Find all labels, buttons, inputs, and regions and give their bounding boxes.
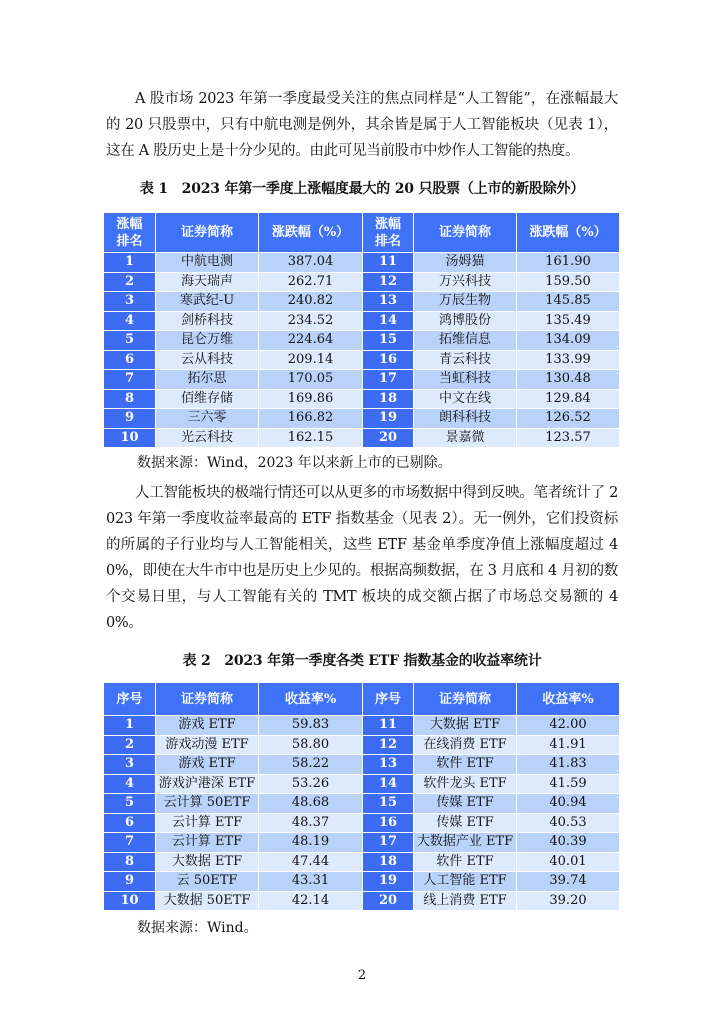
value-cell: 240.82: [259, 292, 363, 312]
value-cell: 48.68: [259, 794, 363, 814]
rank-cell: 9: [104, 409, 156, 429]
name-cell: 游戏沪港深 ETF: [156, 774, 259, 794]
rank-cell: 6: [104, 350, 156, 370]
table1-caption: 表 1 2023 年第一季度上涨幅度最大的 20 只股票（上市的新股除外）: [139, 181, 585, 197]
name-cell: 海天瑞声: [156, 272, 259, 292]
value-cell: 130.48: [517, 370, 620, 390]
rank-cell: 1: [104, 716, 156, 736]
rank-cell: 16: [363, 813, 414, 833]
name-cell: 中文在线: [414, 389, 517, 409]
name-cell: 鸿博股份: [414, 311, 517, 331]
table-row: [104, 311, 620, 331]
paragraph-1: A 股市场 2023 年第一季度最受关注的焦点同样是“人工智能”，在涨幅最大的 20 只股票中，只有中航电测是例外，其余皆是属于人工智能板块（见表 1），这在 A 股历史上是十分少见的。由此可见当前股市中炒作人工智能的热度。: [106, 91, 618, 159]
value-cell: 48.19: [259, 833, 363, 853]
rank-cell: 11: [363, 253, 414, 273]
name-cell: 传媒 ETF: [414, 813, 517, 833]
name-cell: 寒武纪-U: [156, 292, 259, 312]
name-cell: 朗科科技: [414, 409, 517, 429]
value-cell: 262.71: [259, 272, 363, 292]
name-cell: 大数据 50ETF: [156, 891, 259, 911]
table1-header: [104, 213, 620, 253]
column-header: 涨幅排名: [104, 213, 156, 253]
name-cell: 昆仑万维: [156, 331, 259, 351]
value-cell: 41.83: [517, 755, 620, 775]
rank-cell: 12: [363, 272, 414, 292]
rank-cell: 10: [104, 891, 156, 911]
name-cell: 万辰生物: [414, 292, 517, 312]
value-cell: 224.64: [259, 331, 363, 351]
table-row: [104, 794, 620, 814]
rank-cell: 5: [104, 331, 156, 351]
name-cell: 软件龙头 ETF: [414, 774, 517, 794]
value-cell: 40.01: [517, 852, 620, 872]
table-row: [104, 350, 620, 370]
column-header: 收益率%: [259, 683, 363, 716]
value-cell: 145.85: [517, 292, 620, 312]
rank-cell: 15: [363, 331, 414, 351]
rank-cell: 13: [363, 755, 414, 775]
rank-cell: 8: [104, 389, 156, 409]
column-header: 序号: [104, 683, 156, 716]
name-cell: 佰维存储: [156, 389, 259, 409]
value-cell: 42.14: [259, 891, 363, 911]
rank-cell: 2: [104, 735, 156, 755]
value-cell: 135.49: [517, 311, 620, 331]
column-header: 证券简称: [414, 213, 517, 253]
value-cell: 161.90: [517, 253, 620, 273]
value-cell: 129.84: [517, 389, 620, 409]
paragraph-2: 人工智能板块的极端行情还可以从更多的市场数据中得到反映。笔者统计了 2023 年第一季度收益率最高的 ETF 指数基金（见表 2）。无一例外，它们投资标的所属的子行业均与人工智能相关，这些 ETF 基金单季度净值上涨幅度超过 40%，即使在大牛市中也是历史上少见的。根据高频数据，在 3 月底和 4 月初的数个交易日里，与人工智能有关的 TMT 板块的成交额占据了市场总交易额的 40%。: [106, 485, 618, 631]
rank-cell: 15: [363, 794, 414, 814]
value-cell: 134.09: [517, 331, 620, 351]
name-cell: 万兴科技: [414, 272, 517, 292]
page-number: 2: [357, 968, 367, 983]
value-cell: 123.57: [517, 428, 620, 448]
value-cell: 40.39: [517, 833, 620, 853]
rank-cell: 4: [104, 311, 156, 331]
name-cell: 游戏 ETF: [156, 716, 259, 736]
table1: [103, 212, 620, 448]
table-row: [104, 331, 620, 351]
rank-cell: 19: [363, 409, 414, 429]
table-row: [104, 716, 620, 736]
rank-cell: 3: [104, 755, 156, 775]
value-cell: 48.37: [259, 813, 363, 833]
name-cell: 大数据 ETF: [156, 852, 259, 872]
table2-header: [104, 683, 620, 716]
name-cell: 在线消费 ETF: [414, 735, 517, 755]
table-row: [104, 370, 620, 390]
name-cell: 大数据产业 ETF: [414, 833, 517, 853]
name-cell: 云计算 ETF: [156, 813, 259, 833]
column-header: 序号: [363, 683, 414, 716]
rank-cell: 19: [363, 872, 414, 892]
rank-cell: 7: [104, 370, 156, 390]
table-row: [104, 872, 620, 892]
rank-cell: 14: [363, 774, 414, 794]
name-cell: 游戏 ETF: [156, 755, 259, 775]
rank-cell: 11: [363, 716, 414, 736]
value-cell: 43.31: [259, 872, 363, 892]
rank-cell: 20: [363, 891, 414, 911]
rank-cell: 17: [363, 370, 414, 390]
rank-cell: 5: [104, 794, 156, 814]
name-cell: 景嘉微: [414, 428, 517, 448]
table2-source: 数据来源：Wind。: [137, 920, 258, 936]
rank-cell: 12: [363, 735, 414, 755]
value-cell: 58.22: [259, 755, 363, 775]
name-cell: 剑桥科技: [156, 311, 259, 331]
rank-cell: 3: [104, 292, 156, 312]
name-cell: 三六零: [156, 409, 259, 429]
name-cell: 云计算 50ETF: [156, 794, 259, 814]
table-row: [104, 409, 620, 429]
column-header: 证券简称: [156, 683, 259, 716]
value-cell: 58.80: [259, 735, 363, 755]
column-header: 涨跌幅（%）: [517, 213, 620, 253]
name-cell: 青云科技: [414, 350, 517, 370]
table-row: [104, 833, 620, 853]
rank-cell: 13: [363, 292, 414, 312]
value-cell: 166.82: [259, 409, 363, 429]
rank-cell: 10: [104, 428, 156, 448]
name-cell: 当虹科技: [414, 370, 517, 390]
value-cell: 59.83: [259, 716, 363, 736]
name-cell: 拓维信息: [414, 331, 517, 351]
rank-cell: 1: [104, 253, 156, 273]
column-header: 涨跌幅（%）: [259, 213, 363, 253]
table-row: [104, 253, 620, 273]
name-cell: 游戏动漫 ETF: [156, 735, 259, 755]
table-row: [104, 755, 620, 775]
table-row: [104, 774, 620, 794]
column-header: 收益率%: [517, 683, 620, 716]
table-row: [104, 735, 620, 755]
name-cell: 中航电测: [156, 253, 259, 273]
name-cell: 线上消费 ETF: [414, 891, 517, 911]
name-cell: 拓尔思: [156, 370, 259, 390]
value-cell: 39.74: [517, 872, 620, 892]
table-row: [104, 389, 620, 409]
value-cell: 40.94: [517, 794, 620, 814]
table2: [103, 682, 620, 911]
name-cell: 软件 ETF: [414, 755, 517, 775]
rank-cell: 4: [104, 774, 156, 794]
name-cell: 云从科技: [156, 350, 259, 370]
name-cell: 大数据 ETF: [414, 716, 517, 736]
value-cell: 39.20: [517, 891, 620, 911]
value-cell: 126.52: [517, 409, 620, 429]
column-header: 证券简称: [414, 683, 517, 716]
column-header: 涨幅排名: [363, 213, 414, 253]
table2-caption: 表 2 2023 年第一季度各类 ETF 指数基金的收益率统计: [182, 653, 542, 669]
rank-cell: 14: [363, 311, 414, 331]
value-cell: 41.59: [517, 774, 620, 794]
rank-cell: 16: [363, 350, 414, 370]
value-cell: 41.91: [517, 735, 620, 755]
rank-cell: 18: [363, 389, 414, 409]
name-cell: 汤姆猫: [414, 253, 517, 273]
value-cell: 133.99: [517, 350, 620, 370]
value-cell: 387.04: [259, 253, 363, 273]
name-cell: 传媒 ETF: [414, 794, 517, 814]
table-row: [104, 292, 620, 312]
name-cell: 人工智能 ETF: [414, 872, 517, 892]
table-row: [104, 428, 620, 448]
value-cell: 169.86: [259, 389, 363, 409]
rank-cell: 17: [363, 833, 414, 853]
table-row: [104, 852, 620, 872]
table-row: [104, 813, 620, 833]
rank-cell: 9: [104, 872, 156, 892]
rank-cell: 18: [363, 852, 414, 872]
name-cell: 云 50ETF: [156, 872, 259, 892]
name-cell: 云计算 ETF: [156, 833, 259, 853]
rank-cell: 20: [363, 428, 414, 448]
name-cell: 软件 ETF: [414, 852, 517, 872]
rank-cell: 6: [104, 813, 156, 833]
rank-cell: 8: [104, 852, 156, 872]
table-row: [104, 891, 620, 911]
table-row: [104, 272, 620, 292]
value-cell: 234.52: [259, 311, 363, 331]
table1-source: 数据来源：Wind，2023 年以来新上市的已剔除。: [137, 455, 452, 471]
value-cell: 53.26: [259, 774, 363, 794]
value-cell: 209.14: [259, 350, 363, 370]
value-cell: 170.05: [259, 370, 363, 390]
rank-cell: 2: [104, 272, 156, 292]
value-cell: 40.53: [517, 813, 620, 833]
value-cell: 162.15: [259, 428, 363, 448]
rank-cell: 7: [104, 833, 156, 853]
value-cell: 47.44: [259, 852, 363, 872]
name-cell: 光云科技: [156, 428, 259, 448]
value-cell: 159.50: [517, 272, 620, 292]
column-header: 证券简称: [156, 213, 259, 253]
value-cell: 42.00: [517, 716, 620, 736]
